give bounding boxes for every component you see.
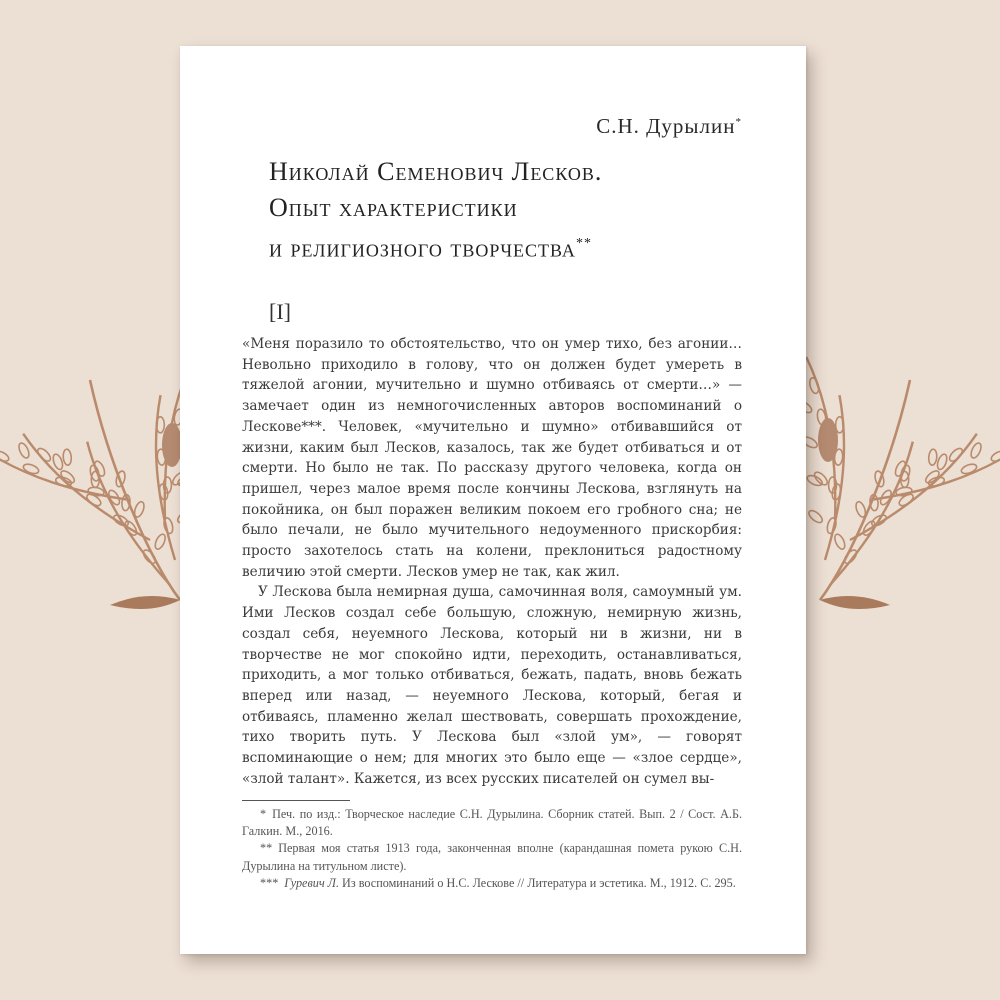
footnote-item — [242, 840, 742, 874]
book-page — [180, 46, 806, 954]
body-text — [242, 334, 742, 789]
author-name — [596, 114, 742, 139]
footnote-author: Гуревич Л. — [284, 875, 339, 890]
title-line-2: Опыт характеристики — [269, 193, 518, 222]
footnote-text: Из воспоминаний о Н.С. Лескове // Литература и эстетика. М., 1912. С. 295. — [339, 875, 736, 890]
paragraph: «Меня поразило то обстоятельство, что он умер тихо, без агонии… Невольно приходило в голову, что он должен будет умереть в тяжелой агонии, мучительно и шумно отбиваясь от смерти…» — замечает один из немногочисленных авторов воспоминаний о Лескове***. Человек, «мучительно и шумно» отбивавшийся от жизни, каким был Лесков, казалось, так же будет отбиваться и от смерти. Но было не так. По рассказу другого человека, когда он пришел, через малое время после кончины Лескова, взглянуть на покойника, он был поражен великим покоем его гробного сна; не было печали, не было мучительного недоуменного прискорбия: просто захотелось стать на колени, преклониться радостному величию этой смерти. Лесков умер не так, как жил. — [242, 336, 742, 580]
footnote-mark: *** — [260, 875, 279, 890]
footnote-text: Первая моя статья 1913 года, законченная вполне (карандашная помета рукою С.Н. Дурылина на титульном листе). — [242, 841, 742, 873]
footnote-mark: * — [260, 807, 267, 821]
section-label: [I] — [269, 299, 291, 324]
title-footnote-mark: ** — [575, 236, 592, 251]
footnotes — [242, 806, 742, 892]
footnote-divider — [242, 800, 350, 801]
title-line-1: Николай Семенович Лесков. — [269, 157, 603, 186]
title-line-3-text: и религиозного творчества — [269, 233, 576, 263]
page-title — [269, 154, 749, 267]
paragraph: У Лескова была немирная душа, самочинная воля, самоумный ум. Ими Лесков создал себе большую, сложную, немирную жизнь, создал себя, неуемного Лескова, который ни в жизни, ни в творчестве не мог спокойно идти, переходить, останавливаться, приходить, а мог только отбиваться, бежать, падать, вновь бежать вперед или назад, — неуемного Лескова, который, бегая и отбиваясь, пламенно желал шествовать, совершать прохождение, тихо творить путь. У Лескова был «злой ум», — говорят вспоминающие о нем; для многих это было еще — «злое сердце», «злой талант». Кажется, из всех русских писателей он сумел вы- — [242, 584, 742, 787]
title-line-3 — [269, 226, 749, 267]
footnote-mark: ** — [260, 841, 273, 856]
author-footnote-mark: * — [735, 116, 742, 128]
footnote-item — [242, 875, 742, 892]
footnote-item — [242, 806, 742, 840]
footnote-text: Печ. по изд.: Творческое наследие С.Н. Дурылина. Сборник статей. Вып. 2 / Сост. А.Б. Галкин. М., 2016. — [242, 807, 742, 839]
author-text: С.Н. Дурылин — [596, 114, 736, 138]
